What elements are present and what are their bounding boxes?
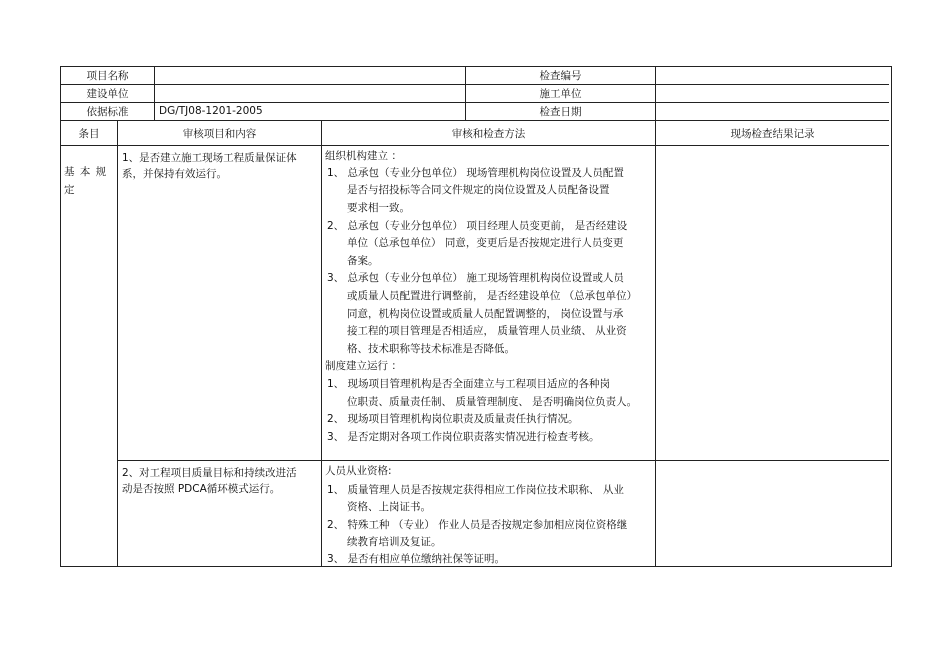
method-1-line: 同意，机构岗位设置或质量人员配置调整的， 岗位设置与承	[347, 308, 624, 320]
col-items: 审核项目和内容	[117, 121, 321, 145]
item-1-method	[321, 146, 655, 460]
method-1-line: 2、 现场项目管理机构岗位职责及质量责任执行情况。	[327, 413, 579, 425]
header-row-project	[61, 67, 889, 85]
method-1-line: 要求相一致。	[347, 202, 410, 214]
contractor-value[interactable]	[655, 85, 889, 102]
method-2-line: 2、 特殊工种 （专业） 作业人员是否按规定参加相应岗位资格继	[327, 519, 628, 531]
inspection-table	[60, 66, 892, 567]
item-1-result[interactable]	[655, 146, 889, 460]
method-1-line: 组织机构建立 ：	[325, 150, 402, 162]
builder-value[interactable]	[154, 85, 465, 102]
item-1-content	[117, 146, 321, 460]
header-row-standard	[61, 103, 889, 121]
method-2-line: 1、 质量管理人员是否按规定获得相应工作岗位技术职称、 从业	[327, 484, 624, 496]
method-1-line: 单位（总承包单位） 同意，变更后是否按规定进行人员变更	[347, 237, 624, 249]
contractor-label: 施工单位	[465, 85, 655, 102]
item-row-2	[117, 461, 889, 566]
method-2-line: 人员从业资格:	[325, 465, 392, 477]
method-1-line: 接工程的项目管理是否相适应， 质量管理人员业绩、 从业资	[347, 325, 627, 337]
inspection-no-label: 检查编号	[465, 67, 655, 84]
standard-label: 依据标准	[86, 106, 129, 118]
item-2-content	[117, 461, 321, 566]
col-result: 现场检查结果记录	[655, 121, 889, 145]
method-2-line: 续教育培训及复证。	[347, 536, 442, 548]
section-basic-rules	[61, 146, 117, 566]
method-2-line: 资格、上岗证书。	[347, 501, 431, 513]
section-title-line2: 定	[64, 184, 75, 196]
method-1-line: 位职责、质量责任制、 质量管理制度、 是否明确岗位负责人。	[347, 396, 638, 408]
section-title-line1: 基 本 规	[64, 166, 108, 178]
item-2-method	[321, 461, 655, 566]
method-1-line: 1、 总承包（专业分包单位） 现场管理机构岗位设置及人员配置	[327, 167, 624, 179]
method-1-line: 备案。	[347, 255, 379, 267]
item-1-line1: 1、是否建立施工现场工程质量保证体	[122, 152, 297, 164]
method-1-line: 制度建立运行 ：	[325, 360, 402, 372]
method-1-line: 格、技术职称等技术标准是否降低。	[347, 343, 515, 355]
method-2-line: 3、 是否有相应单位缴纳社保等证明。	[327, 553, 506, 565]
method-1-line: 2、 总承包（专业分包单位） 项目经理人员变更前， 是否经建设	[327, 220, 628, 232]
column-header-row	[61, 121, 889, 146]
project-name-value[interactable]	[154, 67, 465, 84]
item-row-1	[117, 146, 889, 461]
inspection-date-value[interactable]	[655, 103, 889, 120]
standard-code: DG/TJ08-1201-2005	[159, 105, 263, 117]
col-clause: 条目	[78, 127, 100, 140]
method-1-line: 是否与招投标等合同文件规定的岗位设置及人员配备设置	[347, 184, 610, 196]
standard-value	[154, 103, 465, 120]
method-1-line: 或质量人员配置进行调整前， 是否经建设单位 （总承包单位）	[347, 290, 638, 302]
inspection-date-label: 检查日期	[465, 103, 655, 120]
project-name-label: 项目名称	[86, 70, 129, 82]
method-1-line: 3、 是否定期对各项工作岗位职责落实情况进行检查考核。	[327, 431, 600, 443]
header-row-builder	[61, 85, 889, 103]
builder-label: 建设单位	[86, 88, 129, 100]
item-2-line1: 2、对工程项目质量目标和持续改进活	[122, 467, 297, 479]
col-method: 审核和检查方法	[321, 121, 655, 145]
item-1-line2: 系，并保持有效运行。	[122, 168, 227, 180]
method-1-line: 1、 现场项目管理机构是否全面建立与工程项目适应的各种岗	[327, 378, 611, 390]
inspection-no-value[interactable]	[655, 67, 889, 84]
method-1-line: 3、 总承包（专业分包单位） 施工现场管理机构岗位设置或人员	[327, 272, 624, 284]
item-2-result[interactable]	[655, 461, 889, 566]
item-2-line2: 动是否按照 PDCA循环模式运行。	[122, 483, 281, 495]
